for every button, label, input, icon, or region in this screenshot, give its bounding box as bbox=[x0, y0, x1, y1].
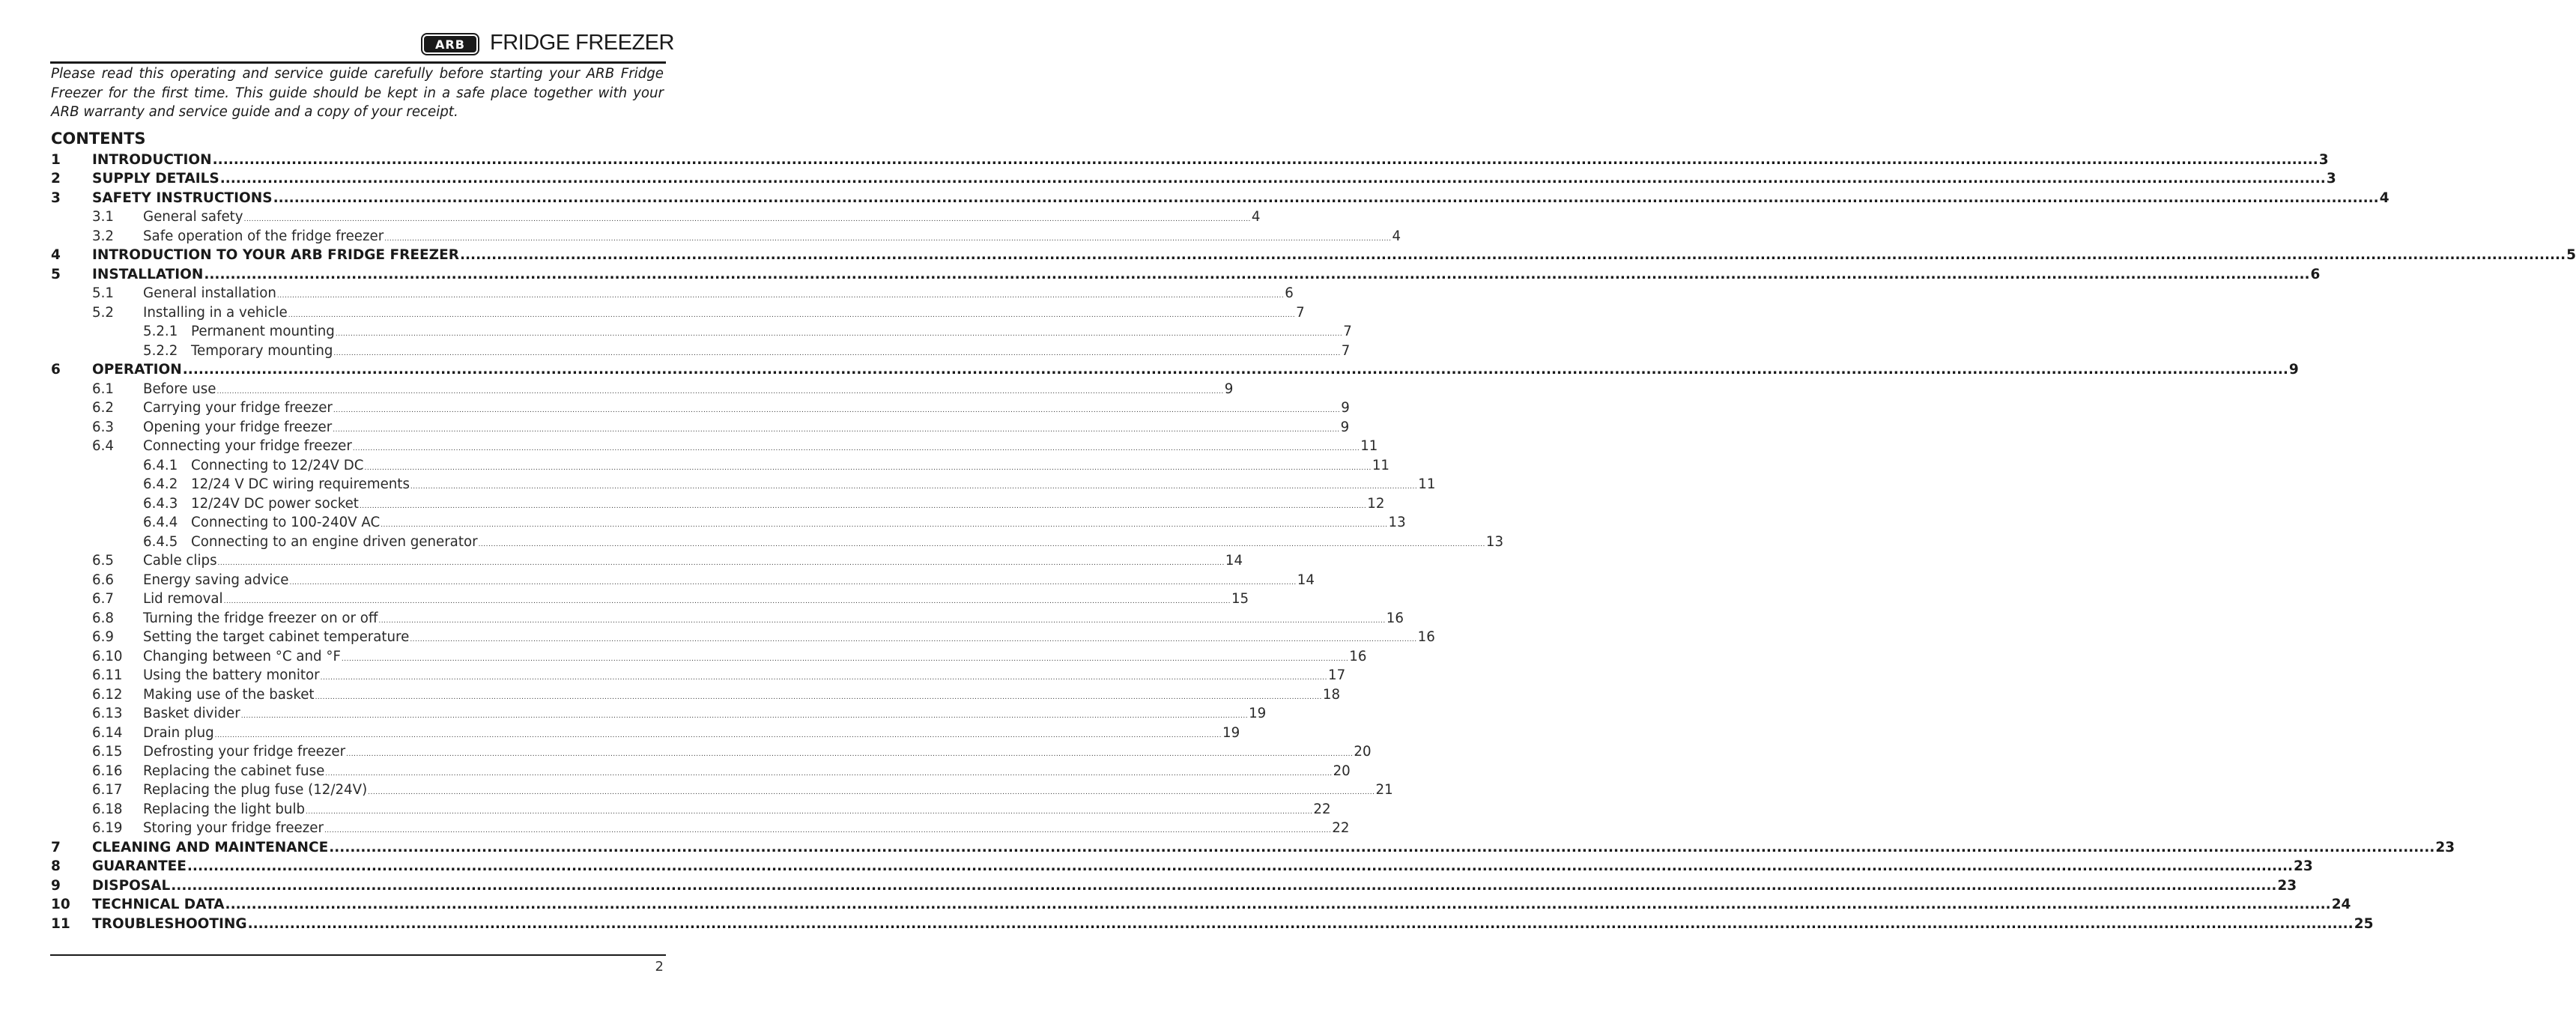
header-divider bbox=[50, 61, 666, 64]
toc-entry[interactable] bbox=[51, 590, 1249, 610]
toc-entry-number: 6.2 bbox=[92, 400, 114, 416]
document-title: FRIDGE FREEZER bbox=[490, 31, 674, 55]
toc-dot-leader: ................................................................................................................................................................................................................................................................................................................................................................................................................ bbox=[306, 808, 1313, 816]
toc-entry-label: SUPPLY DETAILS bbox=[92, 171, 219, 187]
table-of-contents bbox=[51, 151, 2576, 934]
toc-entry-page: 22 bbox=[1332, 820, 1350, 836]
toc-dot-leader: ................................................................................................................................................................................................................................................................................................................................................................................................................ bbox=[247, 915, 2354, 932]
toc-entry-page: 23 bbox=[2277, 877, 2297, 894]
toc-dot-leader: ................................................................................................................................................................................................................................................................................................................................................................................................................ bbox=[341, 655, 1349, 663]
toc-entry[interactable] bbox=[51, 208, 1261, 228]
toc-entry[interactable] bbox=[51, 418, 1350, 437]
toc-dot-leader: ................................................................................................................................................................................................................................................................................................................................................................................................................ bbox=[320, 674, 1327, 682]
toc-entry[interactable] bbox=[51, 285, 1294, 304]
toc-entry-page: 23 bbox=[2435, 839, 2455, 855]
toc-entry-page: 6 bbox=[1285, 285, 1294, 301]
contents-heading: CONTENTS bbox=[51, 130, 146, 148]
toc-entry[interactable] bbox=[51, 743, 1372, 763]
toc-entry-label: Defrosting your fridge freezer bbox=[143, 744, 346, 760]
toc-dot-leader: ................................................................................................................................................................................................................................................................................................................................................................................................................ bbox=[223, 598, 1231, 605]
toc-entry-number: 6.18 bbox=[92, 801, 123, 817]
toc-entry[interactable] bbox=[51, 724, 1240, 743]
toc-entry-number: 3.2 bbox=[92, 228, 114, 244]
toc-entry-label: Drain plug bbox=[143, 724, 214, 741]
toc-entry[interactable] bbox=[51, 667, 1346, 686]
toc-entry[interactable] bbox=[51, 189, 2389, 208]
toc-entry-page: 9 bbox=[1340, 419, 1350, 435]
toc-entry-label: Connecting to 12/24V DC bbox=[191, 457, 364, 473]
toc-entry-label: Making use of the basket bbox=[143, 686, 315, 703]
toc-entry-label: Connecting to an engine driven generator bbox=[191, 533, 478, 550]
toc-dot-leader: ................................................................................................................................................................................................................................................................................................................................................................................................................ bbox=[273, 190, 2379, 206]
toc-dot-leader: ................................................................................................................................................................................................................................................................................................................................................................................................................ bbox=[325, 769, 1333, 778]
toc-entry-label: INTRODUCTION bbox=[92, 151, 212, 168]
toc-entry[interactable] bbox=[51, 399, 1350, 419]
toc-entry-number: 6.13 bbox=[92, 706, 123, 721]
toc-entry-number: 6.10 bbox=[92, 648, 123, 664]
toc-entry[interactable] bbox=[51, 896, 2351, 915]
toc-entry-label: Replacing the light bulb bbox=[143, 801, 306, 817]
toc-entry-page: 4 bbox=[1392, 228, 1401, 244]
toc-dot-leader: ................................................................................................................................................................................................................................................................................................................................................................................................................ bbox=[364, 464, 1372, 472]
toc-entry[interactable] bbox=[51, 915, 2374, 934]
toc-entry-label: Changing between °C and °F bbox=[143, 648, 341, 664]
page-header bbox=[0, 30, 715, 60]
toc-entry-number: 5.2.2 bbox=[143, 342, 178, 359]
toc-entry-label: GUARANTEE bbox=[92, 858, 187, 874]
toc-entry[interactable] bbox=[51, 628, 1435, 648]
toc-dot-leader: ................................................................................................................................................................................................................................................................................................................................................................................................................ bbox=[182, 362, 2288, 378]
toc-entry-page: 19 bbox=[1222, 724, 1240, 741]
arb-logo-text: ARB bbox=[422, 34, 478, 54]
toc-entry[interactable] bbox=[51, 609, 1404, 628]
toc-entry[interactable] bbox=[51, 170, 2336, 190]
toc-entry[interactable] bbox=[51, 685, 1341, 705]
toc-entry[interactable] bbox=[51, 456, 1389, 476]
toc-entry-label: Turning the fridge freezer on or off bbox=[143, 610, 378, 626]
toc-entry-number: 6.9 bbox=[92, 629, 114, 645]
toc-entry-page: 3 bbox=[2318, 151, 2329, 168]
toc-entry-label: INSTALLATION bbox=[92, 266, 204, 282]
toc-dot-leader: ................................................................................................................................................................................................................................................................................................................................................................................................................ bbox=[352, 445, 1360, 452]
toc-dot-leader: ................................................................................................................................................................................................................................................................................................................................................................................................................ bbox=[459, 247, 2566, 263]
toc-entry-page: 14 bbox=[1297, 572, 1315, 588]
toc-entry[interactable] bbox=[51, 552, 1243, 572]
toc-entry-label: Opening your fridge freezer bbox=[143, 419, 333, 435]
toc-entry-page: 11 bbox=[1360, 438, 1378, 454]
toc-entry-number: 6.17 bbox=[92, 782, 123, 798]
toc-entry-number: 1 bbox=[51, 151, 61, 168]
toc-entry-page: 13 bbox=[1485, 533, 1504, 550]
toc-entry-label: Replacing the plug fuse (12/24V) bbox=[143, 782, 368, 798]
toc-entry-page: 21 bbox=[1375, 782, 1393, 798]
toc-entry-page: 9 bbox=[1341, 400, 1350, 416]
toc-entry-page: 20 bbox=[1333, 763, 1351, 779]
toc-entry-label: Connecting your fridge freezer bbox=[143, 438, 352, 454]
toc-entry-page: 4 bbox=[2379, 190, 2389, 206]
toc-entry-page: 7 bbox=[1296, 304, 1305, 321]
toc-entry-page: 18 bbox=[1322, 686, 1341, 703]
toc-entry-label: TROUBLESHOOTING bbox=[92, 915, 247, 932]
toc-entry-label: Replacing the cabinet fuse bbox=[143, 763, 325, 779]
toc-dot-leader: ................................................................................................................................................................................................................................................................................................................................................................................................................ bbox=[288, 311, 1296, 319]
toc-dot-leader: ................................................................................................................................................................................................................................................................................................................................................................................................................ bbox=[204, 266, 2310, 282]
toc-entry-page: 13 bbox=[1388, 515, 1406, 530]
toc-dot-leader: ................................................................................................................................................................................................................................................................................................................................................................................................................ bbox=[359, 502, 1367, 510]
toc-entry-label: Lid removal bbox=[143, 591, 223, 607]
page-number: 2 bbox=[655, 959, 664, 975]
toc-entry-page: 11 bbox=[1372, 457, 1389, 473]
toc-entry-label: Using the battery monitor bbox=[143, 667, 320, 683]
toc-entry[interactable] bbox=[51, 800, 1331, 819]
toc-entry-number: 9 bbox=[51, 877, 61, 894]
toc-entry-label: TECHNICAL DATA bbox=[92, 897, 225, 912]
toc-dot-leader: ................................................................................................................................................................................................................................................................................................................................................................................................................ bbox=[329, 839, 2435, 855]
toc-entry-number: 6.15 bbox=[92, 744, 123, 760]
toc-dot-leader: ................................................................................................................................................................................................................................................................................................................................................................................................................ bbox=[378, 616, 1386, 625]
toc-entry-label: Setting the target cabinet temperature bbox=[143, 629, 410, 645]
toc-entry-number: 6.4 bbox=[92, 438, 114, 454]
toc-entry-label: Cable clips bbox=[143, 553, 217, 569]
toc-entry-page: 11 bbox=[1418, 476, 1436, 492]
toc-entry-page: 24 bbox=[2331, 897, 2351, 912]
toc-entry-page: 12 bbox=[1367, 495, 1385, 512]
toc-dot-leader: ................................................................................................................................................................................................................................................................................................................................................................................................................ bbox=[240, 712, 1249, 720]
toc-dot-leader: ................................................................................................................................................................................................................................................................................................................................................................................................................ bbox=[216, 387, 1224, 396]
toc-entry[interactable] bbox=[51, 361, 2299, 381]
toc-entry[interactable] bbox=[51, 380, 1234, 399]
toc-dot-leader: ................................................................................................................................................................................................................................................................................................................................................................................................................ bbox=[478, 540, 1485, 548]
toc-entry-page: 16 bbox=[1386, 610, 1404, 626]
toc-entry-page: 15 bbox=[1231, 591, 1249, 607]
toc-entry-label: Installing in a vehicle bbox=[143, 304, 288, 321]
toc-entry-number: 6.19 bbox=[92, 820, 123, 836]
toc-entry[interactable] bbox=[51, 323, 1352, 342]
toc-entry-label: Energy saving advice bbox=[143, 572, 289, 588]
toc-dot-leader: ................................................................................................................................................................................................................................................................................................................................................................................................................ bbox=[410, 636, 1417, 643]
toc-dot-leader: ................................................................................................................................................................................................................................................................................................................................................................................................................ bbox=[324, 827, 1332, 834]
toc-entry-number: 5 bbox=[51, 266, 61, 282]
toc-entry[interactable] bbox=[51, 647, 1367, 667]
toc-dot-leader: ................................................................................................................................................................................................................................................................................................................................................................................................................ bbox=[289, 578, 1297, 587]
toc-entry-number: 6.7 bbox=[92, 591, 114, 607]
toc-entry-number: 5.2 bbox=[92, 304, 114, 321]
toc-entry-page: 22 bbox=[1313, 801, 1331, 817]
toc-entry[interactable] bbox=[51, 533, 1504, 552]
toc-entry-number: 2 bbox=[51, 171, 61, 187]
toc-dot-leader: ................................................................................................................................................................................................................................................................................................................................................................................................................ bbox=[212, 151, 2318, 168]
toc-dot-leader: ................................................................................................................................................................................................................................................................................................................................................................................................................ bbox=[335, 330, 1343, 338]
toc-entry-page: 17 bbox=[1328, 667, 1346, 683]
toc-entry-page: 7 bbox=[1343, 324, 1352, 339]
toc-entry-page: 20 bbox=[1354, 744, 1372, 760]
toc-dot-leader: ................................................................................................................................................................................................................................................................................................................................................................................................................ bbox=[384, 234, 1392, 243]
toc-dot-leader: ................................................................................................................................................................................................................................................................................................................................................................................................................ bbox=[333, 425, 1340, 434]
toc-dot-leader: ................................................................................................................................................................................................................................................................................................................................................................................................................ bbox=[381, 521, 1388, 529]
toc-entry-number: 6.4.1 bbox=[143, 457, 178, 473]
toc-entry-label: Connecting to 100-240V AC bbox=[191, 515, 381, 530]
toc-entry[interactable] bbox=[51, 437, 1378, 457]
toc-entry-page: 14 bbox=[1225, 553, 1243, 569]
toc-entry[interactable] bbox=[51, 838, 2455, 858]
toc-entry-label: INTRODUCTION TO YOUR ARB FRIDGE FREEZER bbox=[92, 247, 459, 263]
toc-entry-number: 6.3 bbox=[92, 419, 114, 435]
toc-entry-page: 16 bbox=[1349, 648, 1367, 664]
toc-entry-number: 6.5 bbox=[92, 553, 114, 569]
toc-entry-label: OPERATION bbox=[92, 362, 182, 378]
toc-entry-label: DISPOSAL bbox=[92, 877, 171, 894]
toc-entry-number: 10 bbox=[51, 897, 70, 912]
toc-entry-number: 6.12 bbox=[92, 686, 123, 703]
toc-entry-number: 6.11 bbox=[92, 667, 123, 683]
toc-entry-number: 4 bbox=[51, 247, 61, 263]
toc-entry-number: 7 bbox=[51, 839, 61, 855]
toc-entry-number: 6.1 bbox=[92, 381, 114, 397]
toc-entry-number: 6.6 bbox=[92, 572, 114, 588]
toc-entry[interactable] bbox=[51, 762, 1351, 781]
toc-dot-leader: ................................................................................................................................................................................................................................................................................................................................................................................................................ bbox=[315, 693, 1322, 701]
toc-entry-number: 3 bbox=[51, 190, 61, 206]
toc-entry-number: 6.16 bbox=[92, 763, 123, 779]
toc-dot-leader: ................................................................................................................................................................................................................................................................................................................................................................................................................ bbox=[219, 171, 2326, 187]
toc-entry[interactable] bbox=[51, 303, 1305, 323]
toc-entry-page: 16 bbox=[1417, 629, 1435, 645]
arb-logo bbox=[421, 33, 479, 55]
toc-entry-page: 5 bbox=[2566, 247, 2576, 263]
toc-entry-number: 6.4.5 bbox=[143, 533, 178, 550]
toc-entry-number: 8 bbox=[51, 858, 61, 874]
toc-entry[interactable] bbox=[51, 819, 1350, 839]
toc-entry-number: 6.4.3 bbox=[143, 495, 178, 512]
toc-dot-leader: ................................................................................................................................................................................................................................................................................................................................................................................................................ bbox=[225, 897, 2331, 912]
toc-dot-leader: ................................................................................................................................................................................................................................................................................................................................................................................................................ bbox=[276, 292, 1285, 300]
toc-entry[interactable] bbox=[51, 494, 1385, 514]
toc-entry[interactable] bbox=[51, 514, 1406, 533]
toc-entry-number: 6.4.4 bbox=[143, 515, 178, 530]
toc-entry-number: 5.1 bbox=[92, 285, 114, 301]
toc-dot-leader: ................................................................................................................................................................................................................................................................................................................................................................................................................ bbox=[217, 560, 1225, 567]
toc-entry-label: Temporary mounting bbox=[191, 342, 333, 359]
toc-entry-number: 6.14 bbox=[92, 724, 123, 741]
toc-entry-number: 6.4.2 bbox=[143, 476, 178, 492]
toc-dot-leader: ................................................................................................................................................................................................................................................................................................................................................................................................................ bbox=[333, 349, 1341, 357]
toc-entry-number: 3.1 bbox=[92, 209, 114, 225]
toc-entry[interactable] bbox=[51, 151, 2329, 170]
toc-entry-number: 6 bbox=[51, 362, 61, 378]
toc-entry-number: 11 bbox=[51, 915, 70, 932]
toc-entry-label: Before use bbox=[143, 381, 216, 397]
toc-entry-label: SAFETY INSTRUCTIONS bbox=[92, 190, 273, 206]
toc-dot-leader: ................................................................................................................................................................................................................................................................................................................................................................................................................ bbox=[243, 216, 1251, 223]
toc-entry-label: General safety bbox=[143, 209, 243, 225]
toc-entry-page: 23 bbox=[2294, 858, 2313, 874]
toc-entry-page: 9 bbox=[2288, 362, 2299, 378]
toc-entry-page: 25 bbox=[2354, 915, 2374, 932]
toc-dot-leader: ................................................................................................................................................................................................................................................................................................................................................................................................................ bbox=[214, 731, 1222, 739]
toc-dot-leader: ................................................................................................................................................................................................................................................................................................................................................................................................................ bbox=[171, 877, 2277, 894]
toc-entry[interactable] bbox=[51, 858, 2313, 877]
toc-dot-leader: ................................................................................................................................................................................................................................................................................................................................................................................................................ bbox=[333, 407, 1341, 414]
toc-dot-leader: ................................................................................................................................................................................................................................................................................................................................................................................................................ bbox=[187, 858, 2294, 874]
toc-entry-label: CLEANING AND MAINTENANCE bbox=[92, 839, 329, 855]
toc-entry[interactable] bbox=[51, 342, 1351, 361]
toc-entry-label: Safe operation of the fridge freezer bbox=[143, 228, 384, 244]
footer-divider bbox=[50, 954, 666, 956]
toc-entry[interactable] bbox=[51, 781, 1393, 801]
toc-entry[interactable] bbox=[51, 705, 1267, 724]
toc-entry[interactable] bbox=[51, 476, 1436, 495]
toc-entry-number: 6.8 bbox=[92, 610, 114, 626]
toc-dot-leader: ................................................................................................................................................................................................................................................................................................................................................................................................................ bbox=[368, 789, 1375, 796]
intro-paragraph: Please read this operating and service guide carefully before starting your ARB Fridge Freezer for the first time. This guide should be kept in a safe place together with your ARB warranty and service guide and a copy of your receipt. bbox=[51, 66, 664, 120]
toc-entry[interactable] bbox=[51, 571, 1315, 590]
toc-entry[interactable] bbox=[51, 265, 2321, 285]
toc-entry-label: 12/24V DC power socket bbox=[191, 495, 359, 512]
toc-entry[interactable] bbox=[51, 876, 2297, 896]
toc-entry-label: Carrying your fridge freezer bbox=[143, 400, 333, 416]
toc-entry-label: General installation bbox=[143, 285, 276, 301]
toc-entry-label: Storing your fridge freezer bbox=[143, 820, 324, 836]
toc-entry[interactable] bbox=[51, 227, 1401, 246]
toc-entry[interactable] bbox=[51, 246, 2576, 266]
toc-entry-label: Basket divider bbox=[143, 706, 240, 721]
toc-entry-label: 12/24 V DC wiring requirements bbox=[191, 476, 410, 492]
toc-entry-label: Permanent mounting bbox=[191, 324, 335, 339]
toc-entry-page: 9 bbox=[1224, 381, 1234, 397]
toc-dot-leader: ................................................................................................................................................................................................................................................................................................................................................................................................................ bbox=[346, 751, 1354, 758]
toc-entry-page: 4 bbox=[1251, 209, 1261, 225]
toc-entry-page: 6 bbox=[2310, 266, 2321, 282]
toc-entry-page: 19 bbox=[1249, 706, 1267, 721]
toc-dot-leader: ................................................................................................................................................................................................................................................................................................................................................................................................................ bbox=[410, 483, 1418, 491]
toc-entry-page: 3 bbox=[2326, 171, 2336, 187]
toc-entry-number: 5.2.1 bbox=[143, 324, 178, 339]
toc-entry-page: 7 bbox=[1341, 342, 1351, 359]
